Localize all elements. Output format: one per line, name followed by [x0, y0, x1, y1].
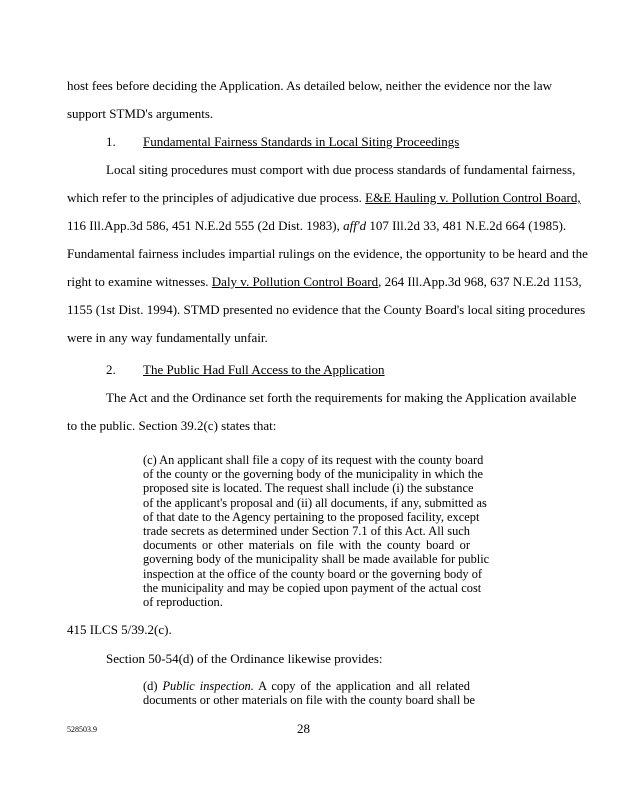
case-citation: E&E Hauling v. Pollution Control Board,: [365, 190, 581, 205]
quote-line: documents or other materials on file with the county board or: [143, 538, 470, 553]
italic-text: aff'd: [343, 218, 367, 233]
heading-number: 2.: [106, 362, 116, 377]
heading-number: 1.: [106, 134, 116, 149]
quote-line: proposed site is located. The request shall include (i) the substance: [143, 481, 474, 496]
paragraph-line: Section 50-54(d) of the Ordinance likewise provides:: [106, 651, 383, 666]
quote-line: documents or other materials on file with the county board shall be: [143, 693, 476, 708]
paragraph-line: to the public. Section 39.2(c) states that:: [67, 418, 277, 433]
quote-line: inspection at the office of the county board or the governing body of: [143, 566, 483, 581]
paragraph-line: 1155 (1st Dist. 1994). STMD presented no evidence that the County Board's local siting procedures: [67, 302, 586, 317]
block-quote-50-54d: [143, 679, 476, 708]
block-quote-39-2c: [143, 453, 490, 610]
paragraph-line: The Act and the Ordinance set forth the requirements for making the Application available: [106, 390, 577, 405]
statute-citation: 415 ILCS 5/39.2(c).: [67, 622, 172, 637]
line-text: right to examine witnesses.: [67, 274, 212, 289]
page-number: 28: [297, 721, 310, 736]
quote-line: (c) An applicant shall file a copy of its request with the county board: [143, 453, 484, 467]
line-text: 107 Ill.2d 33, 481 N.E.2d 664 (1985).: [366, 218, 567, 233]
paragraph-line: [67, 274, 582, 289]
line-text: A copy of the application and all related: [253, 679, 470, 693]
quote-line: governing body of the municipality shall be made available for public: [143, 552, 490, 567]
line-text: , 264 Ill.App.3d 968, 637 N.E.2d 1153,: [378, 274, 582, 289]
italic-text: Public inspection.: [162, 679, 254, 693]
document-id: 528503.9: [67, 725, 97, 734]
line-text: 116 Ill.App.3d 586, 451 N.E.2d 555 (2d Dist. 1983),: [67, 218, 344, 233]
paragraph-line: [67, 218, 567, 233]
quote-line: [143, 679, 470, 693]
paragraph-line: Fundamental fairness includes impartial rulings on the evidence, the opportunity to be heard and the: [67, 246, 588, 261]
heading-text: The Public Had Full Access to the Application: [143, 362, 385, 377]
heading-text: Fundamental Fairness Standards in Local Siting Proceedings: [143, 134, 460, 149]
paragraph-line: [67, 190, 581, 205]
quote-label: (d): [143, 679, 163, 693]
quote-line: of the applicant's proposal and (ii) all documents, if any, submitted as: [143, 495, 487, 510]
line-text: which refer to the principles of adjudicative due process.: [67, 190, 366, 205]
quote-line: of the county or the governing body of the municipality in which the: [143, 467, 483, 482]
paragraph-line: support STMD's arguments.: [67, 106, 214, 121]
quote-line: the municipality and may be copied upon payment of the actual cost: [143, 580, 482, 595]
quote-line: of reproduction.: [143, 595, 223, 610]
quote-line: of that date to the Agency pertaining to the proposed facility, except: [143, 509, 480, 524]
paragraph-line: were in any way fundamentally unfair.: [67, 330, 268, 345]
case-citation: Daly v. Pollution Control Board: [211, 274, 379, 289]
quote-line: trade secrets as determined under Section 7.1 of this Act. All such: [143, 524, 470, 539]
paragraph-line: host fees before deciding the Application. As detailed below, neither the evidence nor the law: [67, 78, 553, 93]
paragraph-line: Local siting procedures must comport with due process standards of fundamental fairness,: [106, 162, 576, 177]
